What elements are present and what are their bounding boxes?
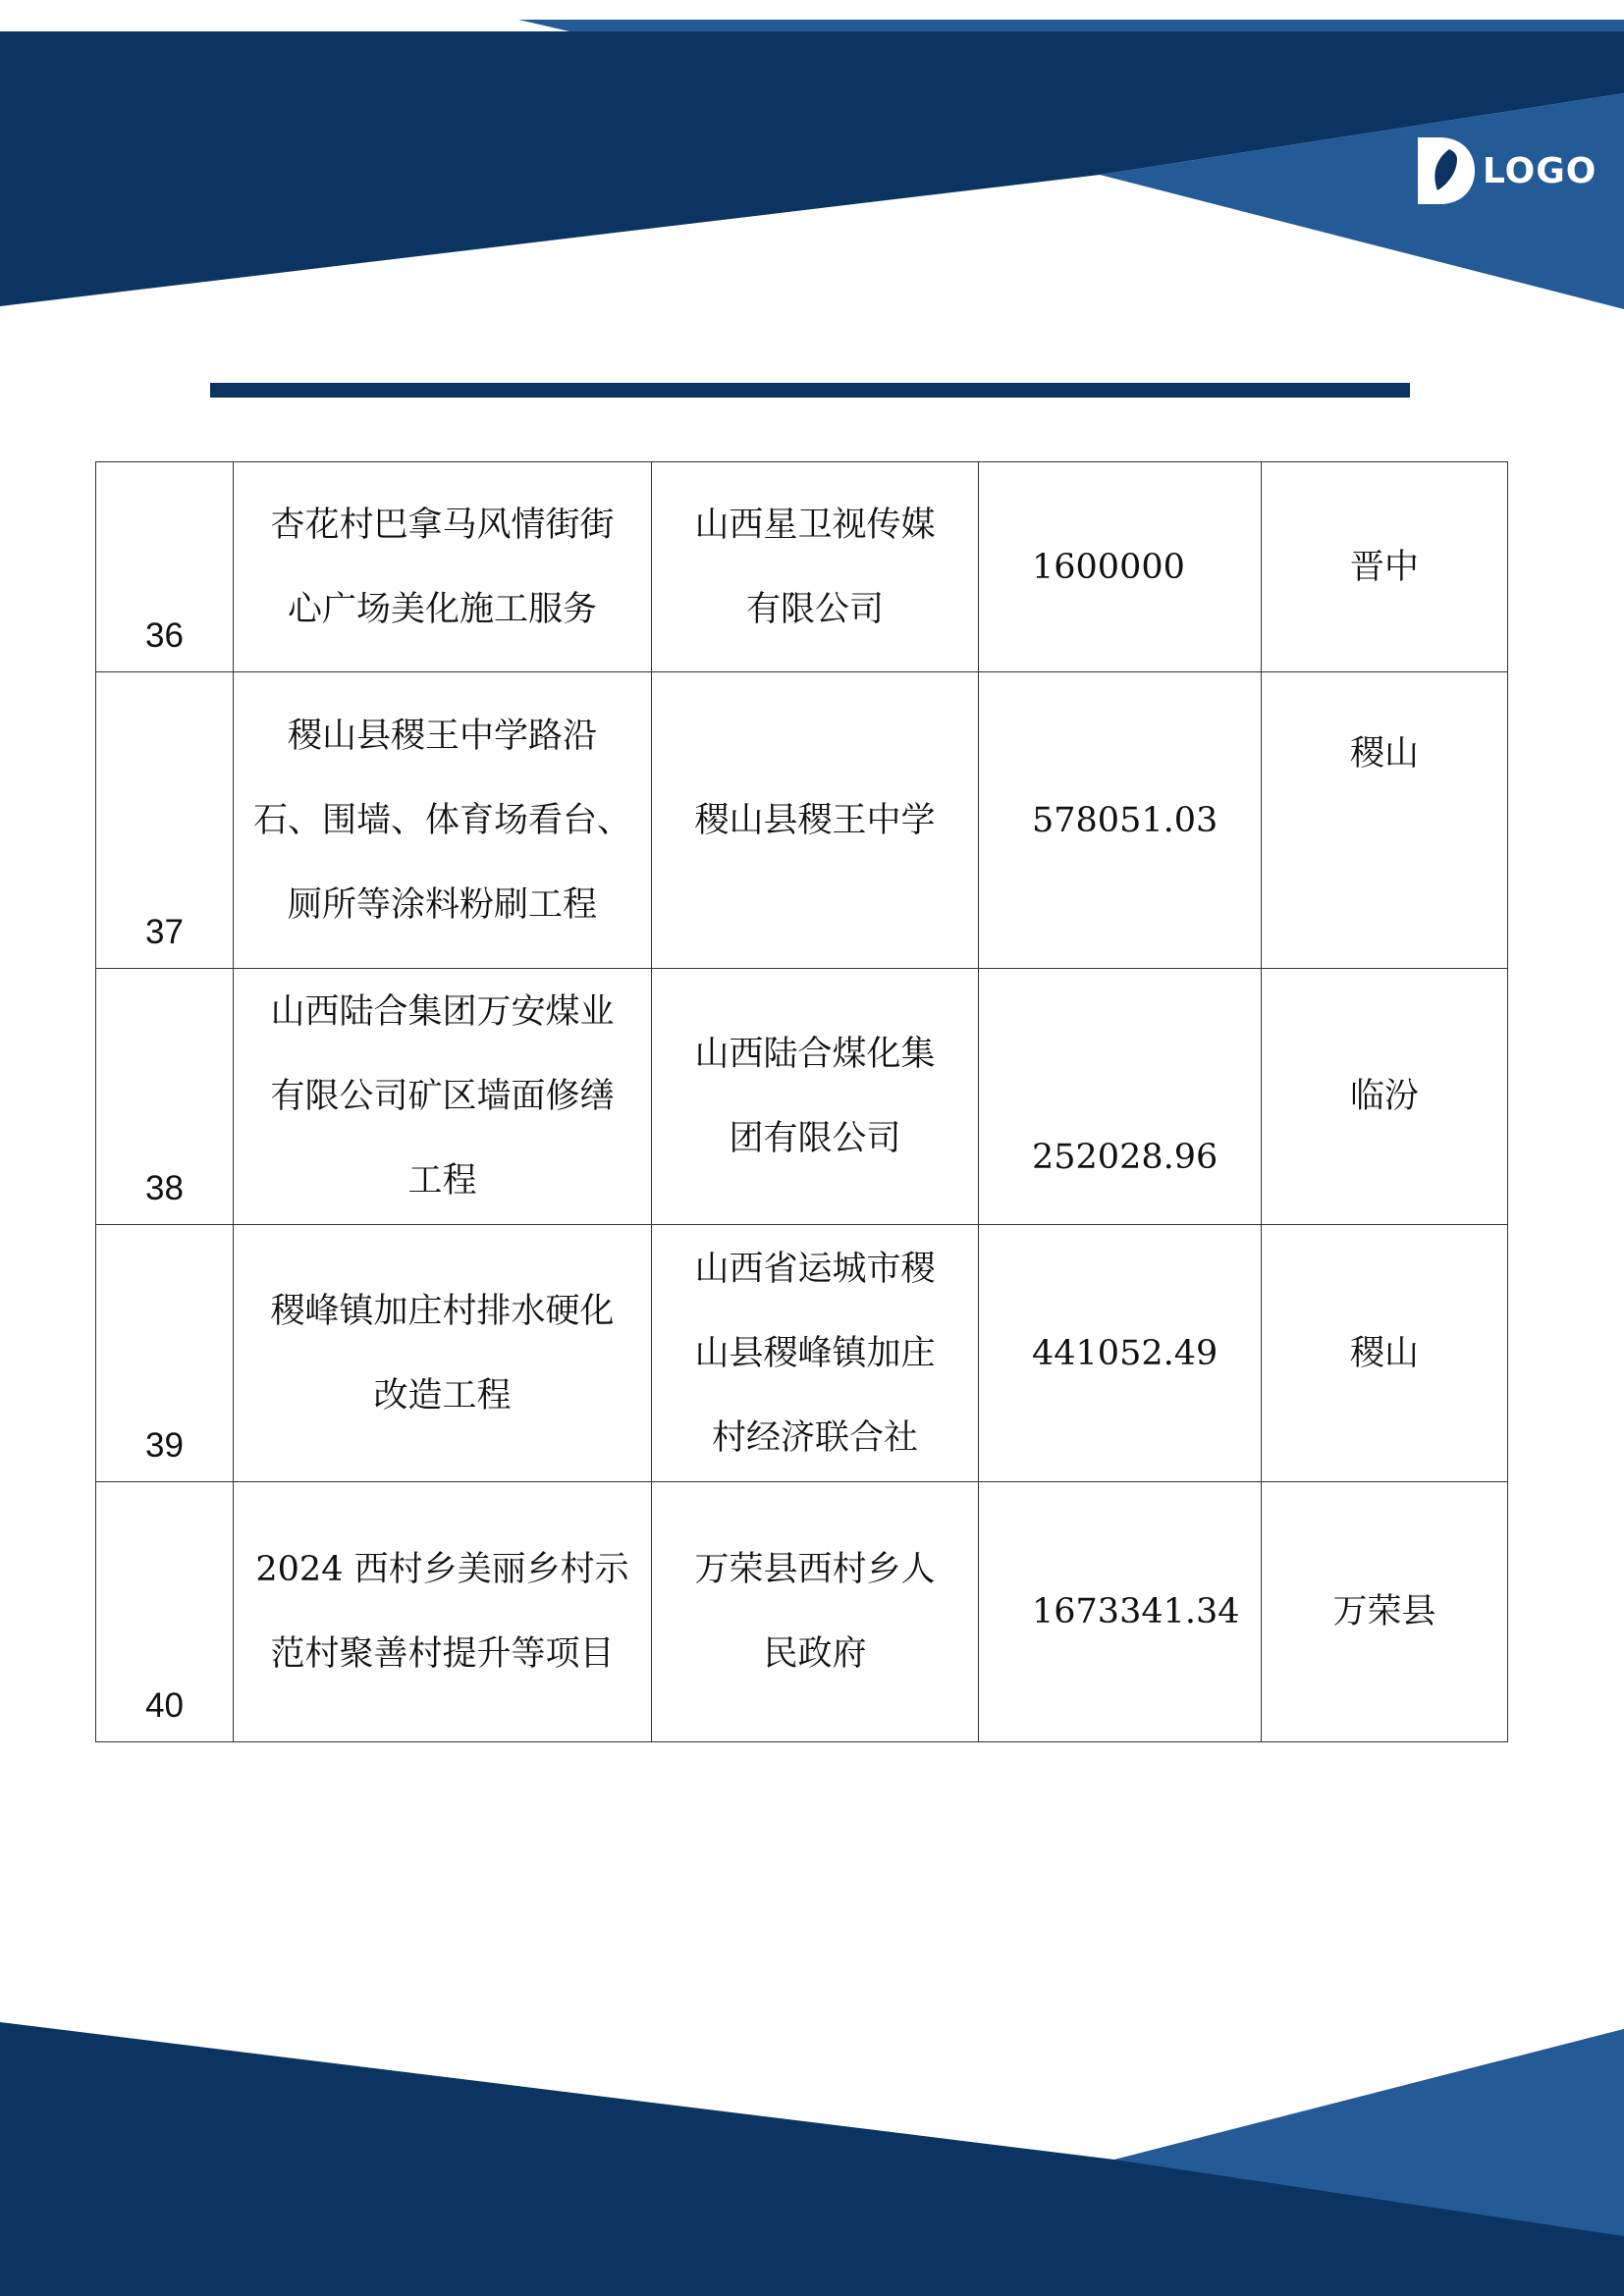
table-row <box>96 1225 1508 1482</box>
project-name <box>234 462 652 672</box>
region: 晋中 <box>1262 462 1508 672</box>
contract-amount: 1600000 <box>979 462 1262 672</box>
project-name-line: 工程 <box>407 1161 477 1201</box>
project-name-line: 稷峰镇加庄村排水硬化 <box>270 1291 615 1331</box>
project-name-line: 厕所等涂料粉刷工程 <box>287 884 597 925</box>
contractor-unit-line: 万荣县西村乡人 <box>694 1550 936 1589</box>
contractor-unit-line: 山县稷峰镇加庄 <box>694 1333 936 1373</box>
region: 万荣县 <box>1262 1482 1508 1742</box>
project-name-line: 杏花村巴拿马风情街街 <box>270 505 615 545</box>
header-top-stripe <box>518 20 1624 31</box>
table-row <box>96 462 1508 672</box>
table-row <box>96 969 1508 1225</box>
logo-text: LOGO <box>1483 150 1597 191</box>
contractor-unit-line: 稷山县稷王中学 <box>694 800 936 840</box>
contractor-unit-line: 山西星卫视传媒 <box>694 505 936 545</box>
region: 稷山 <box>1262 1225 1508 1482</box>
project-name-line: 有限公司矿区墙面修缮 <box>270 1077 615 1116</box>
project-name-line: 范村聚善村提升等项目 <box>270 1634 615 1674</box>
footer-banner <box>0 2022 1624 2296</box>
project-name <box>234 969 652 1225</box>
title-bar <box>210 383 1410 398</box>
project-name-line: 石、围墙、体育场看台、 <box>252 800 631 840</box>
project-name-line: 改造工程 <box>373 1375 512 1415</box>
contract-amount: 441052.49 <box>979 1225 1262 1482</box>
table-row <box>96 1482 1508 1742</box>
project-name <box>234 1482 652 1742</box>
region: 临汾 <box>1262 969 1508 1225</box>
table-row <box>96 672 1508 969</box>
project-name <box>234 672 652 969</box>
contractor-unit-line: 有限公司 <box>745 589 884 629</box>
leaf-d-icon <box>1414 135 1477 206</box>
row-number: 36 <box>96 462 234 672</box>
contractor-unit <box>652 969 979 1225</box>
row-number: 37 <box>96 672 234 969</box>
logo <box>1414 135 1597 206</box>
header-banner <box>0 0 1624 324</box>
region: 稷山 <box>1262 672 1508 969</box>
project-name <box>234 1225 652 1482</box>
contract-amount-text: 252028.96 <box>1032 1138 1218 1177</box>
contractor-unit-line: 民政府 <box>763 1634 867 1674</box>
contractor-unit-line: 山西省运城市稷 <box>694 1249 936 1289</box>
row-number: 40 <box>96 1482 234 1742</box>
project-name-line: 稷山县稷王中学路沿 <box>287 716 597 756</box>
project-table <box>95 461 1508 1742</box>
contractor-unit <box>652 1225 979 1482</box>
project-name-line: 山西陆合集团万安煤业 <box>270 992 615 1032</box>
contractor-unit-line: 团有限公司 <box>729 1119 901 1158</box>
contractor-unit <box>652 462 979 672</box>
contract-amount <box>979 969 1262 1225</box>
contract-amount: 578051.03 <box>979 672 1262 969</box>
project-name-line: 2024 西村乡美丽乡村示 <box>255 1550 629 1589</box>
contractor-unit-line: 山西陆合煤化集 <box>694 1035 936 1074</box>
project-name-line: 心广场美化施工服务 <box>287 589 597 629</box>
contractor-unit <box>652 1482 979 1742</box>
row-number: 39 <box>96 1225 234 1482</box>
contract-amount: 1673341.34 <box>979 1482 1262 1742</box>
row-number: 38 <box>96 969 234 1225</box>
contractor-unit <box>652 672 979 969</box>
contractor-unit-line: 村经济联合社 <box>711 1417 918 1458</box>
